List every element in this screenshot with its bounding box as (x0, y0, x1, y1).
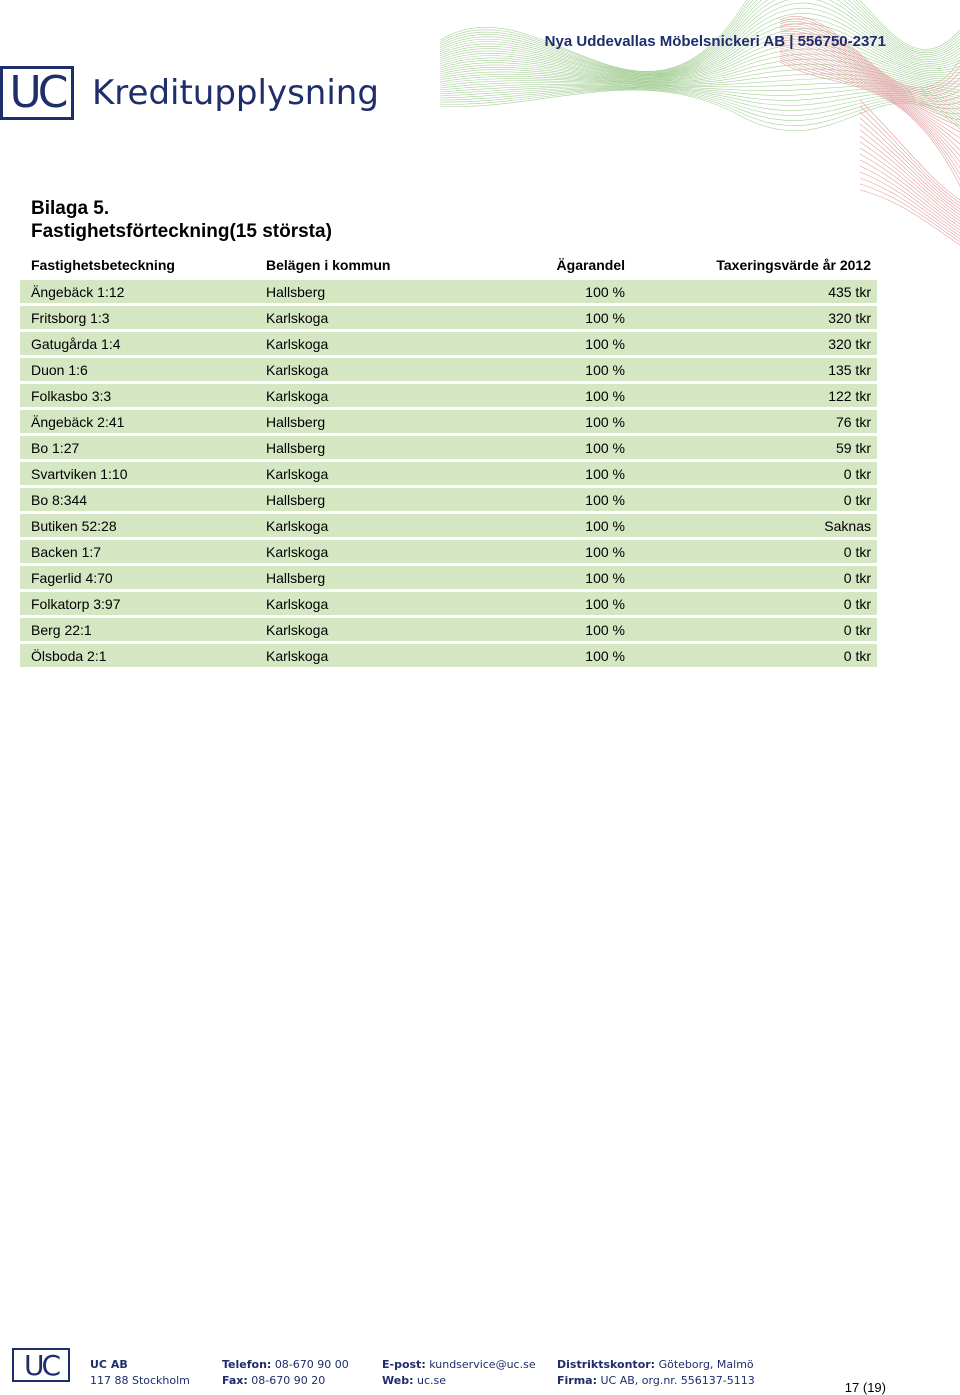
footer-uc-logo: UC (12, 1348, 70, 1382)
table-cell: 100 % (585, 387, 625, 404)
table-cell: Folkasbo 3:3 (31, 387, 112, 404)
table-cell: Gatugårda 1:4 (31, 335, 121, 352)
fax-number: 08-670 90 20 (251, 1374, 326, 1387)
table-cell: Svartviken 1:10 (31, 465, 128, 482)
table-row (20, 592, 877, 615)
table-cell: 0 tkr (843, 491, 871, 508)
footer-label: Distriktskontor: (557, 1358, 656, 1371)
table-cell: 320 tkr (828, 335, 871, 352)
table-cell: 100 % (585, 335, 625, 352)
table-cell: 0 tkr (843, 569, 871, 586)
table-cell: 135 tkr (828, 361, 871, 378)
table-cell: 100 % (585, 439, 625, 456)
footer-label: Telefon: (222, 1358, 272, 1371)
table-cell: 435 tkr (828, 283, 871, 300)
table-cell: Hallsberg (266, 491, 326, 508)
column-header: Taxeringsvärde år 2012 (716, 257, 871, 273)
table-cell: 100 % (585, 543, 625, 560)
table-cell: Folkatorp 3:97 (31, 595, 121, 612)
table-cell: 100 % (585, 647, 625, 664)
table-cell: Karlskoga (266, 335, 329, 352)
phone-number: 08-670 90 00 (274, 1358, 349, 1371)
table-cell: 320 tkr (828, 309, 871, 326)
table-row (20, 358, 877, 381)
table-cell: Butiken 52:28 (31, 517, 117, 534)
heading-line-1: Bilaga 5. (31, 198, 110, 219)
table-cell: Hallsberg (266, 283, 326, 300)
table-cell: Bo 8:344 (31, 491, 88, 508)
footer-label: Fax: (222, 1374, 248, 1387)
table-cell: Fagerlid 4:70 (31, 569, 113, 586)
section-heading (31, 197, 332, 243)
table-cell: 0 tkr (843, 595, 871, 612)
table-cell: 0 tkr (843, 465, 871, 482)
footer-company: UC AB (90, 1358, 128, 1371)
table-row (20, 384, 877, 407)
table-cell: 59 tkr (835, 439, 871, 456)
footer-postal: 117 88 Stockholm (90, 1374, 190, 1387)
footer-phone (222, 1357, 349, 1389)
table-cell: Berg 22:1 (31, 621, 92, 638)
footer-label: Web: (382, 1374, 414, 1387)
table-cell: 0 tkr (843, 543, 871, 560)
column-header: Fastighetsbeteckning (31, 257, 175, 273)
footer-label: Firma: (557, 1374, 597, 1387)
table-cell: Karlskoga (266, 517, 329, 534)
email-link[interactable]: kundservice@uc.se (429, 1358, 536, 1371)
table-cell: Karlskoga (266, 309, 329, 326)
table-cell: Karlskoga (266, 387, 329, 404)
table-cell: 100 % (585, 595, 625, 612)
table-row (20, 488, 877, 511)
table-cell: 122 tkr (828, 387, 871, 404)
heading-line-2: Fastighetsförteckning(15 största) (31, 221, 332, 242)
column-header: Ägarandel (556, 257, 625, 273)
table-cell: Karlskoga (266, 621, 329, 638)
page-number: 17 (19) (844, 1380, 886, 1395)
table-row (20, 540, 877, 563)
table-cell: Duon 1:6 (31, 361, 88, 378)
table-cell: 76 tkr (835, 413, 871, 430)
table-cell: 100 % (585, 413, 625, 430)
table-cell: 100 % (585, 309, 625, 326)
table-cell: Ängebäck 1:12 (31, 283, 125, 300)
property-table (20, 253, 877, 667)
table-row (20, 436, 877, 459)
column-header: Belägen i kommun (266, 257, 391, 273)
company-header: Nya Uddevallas Möbelsnickeri AB | 556750-2371 (544, 33, 886, 50)
table-cell: Karlskoga (266, 361, 329, 378)
table-cell: Bo 1:27 (31, 439, 80, 456)
table-cell: Karlskoga (266, 647, 329, 664)
table-row (20, 566, 877, 589)
table-cell: Karlskoga (266, 543, 329, 560)
web-link[interactable]: uc.se (416, 1374, 446, 1387)
table-row (20, 306, 877, 329)
table-cell: 0 tkr (843, 647, 871, 664)
table-cell: Ölsboda 2:1 (31, 647, 107, 664)
table-cell: Saknas (824, 517, 871, 534)
page-footer (0, 1340, 960, 1395)
table-cell: Backen 1:7 (31, 543, 102, 560)
table-row (20, 514, 877, 537)
table-cell: Hallsberg (266, 439, 326, 456)
table-row (20, 462, 877, 485)
footer-label: E-post: (382, 1358, 426, 1371)
table-row (20, 410, 877, 433)
table-cell: Ängebäck 2:41 (31, 413, 125, 430)
table-header (20, 253, 877, 277)
table-cell: Karlskoga (266, 595, 329, 612)
table-cell: 100 % (585, 465, 625, 482)
table-cell: 100 % (585, 569, 625, 586)
table-cell: 0 tkr (843, 621, 871, 638)
table-cell: 100 % (585, 361, 625, 378)
table-cell: Karlskoga (266, 465, 329, 482)
table-cell: Hallsberg (266, 413, 326, 430)
table-row (20, 280, 877, 303)
table-cell: Hallsberg (266, 569, 326, 586)
table-row (20, 332, 877, 355)
table-cell: 100 % (585, 283, 625, 300)
footer-address (90, 1357, 190, 1389)
uc-logo-mark: UC (0, 66, 74, 120)
district-offices: Göteborg, Malmö (658, 1358, 754, 1371)
table-cell: Fritsborg 1:3 (31, 309, 110, 326)
table-row (20, 644, 877, 667)
org-number: UC AB, org.nr. 556137-5113 (600, 1374, 755, 1387)
footer-contact (382, 1357, 536, 1389)
table-cell: 100 % (585, 491, 625, 508)
table-row (20, 618, 877, 641)
logo-text: Kreditupplysning (92, 73, 379, 113)
footer-office (557, 1357, 755, 1389)
table-cell: 100 % (585, 517, 625, 534)
uc-logo (0, 62, 379, 124)
table-cell: 100 % (585, 621, 625, 638)
